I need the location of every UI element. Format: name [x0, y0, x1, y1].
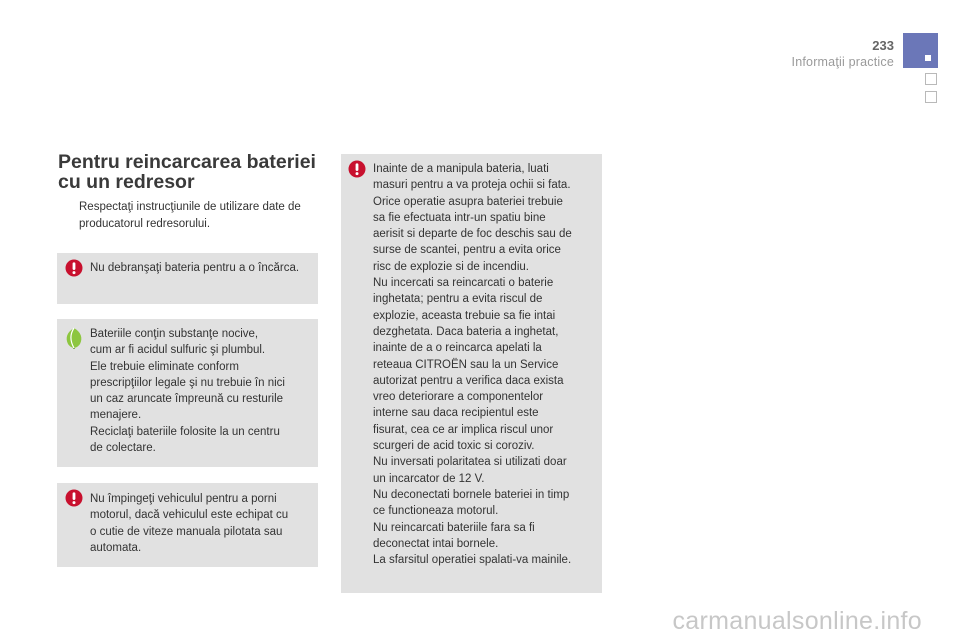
page-number: 233 — [872, 38, 894, 53]
leaf-icon — [64, 327, 84, 354]
environment-box — [57, 319, 318, 467]
section-title: Pentru reincarcarea bateriei cu un redresor — [58, 151, 316, 193]
warning-box-no-disconnect — [57, 253, 318, 304]
warning-text-no-push: Nu împingeţi vehiculul pentru a porni motorul, dacă vehiculul este echipat cu o cutie de viteze manuala pilotata sau automata. — [90, 493, 289, 554]
watermark: carmanualsonline.info — [672, 607, 922, 635]
instruction-bullet — [60, 199, 320, 232]
section-name: Informaţii practice — [791, 55, 894, 69]
warning-box-no-push — [57, 483, 318, 567]
environment-text: Bateriile conţin substanţe nocive, cum ar fi acidul sulfuric şi plumbul. Ele trebuie eliminate conform prescripţiilor legale şi nu trebuie în nici un caz aruncate împreună cu resturile menajere. Reciclaţi bateriile folosite la un centru de colectare. — [90, 328, 285, 455]
chapter-tab-next[interactable] — [925, 73, 937, 85]
warning-icon — [65, 489, 83, 512]
chapter-tab-last[interactable] — [925, 91, 937, 103]
tab-marker — [925, 55, 931, 61]
warning-box-safety — [341, 154, 602, 593]
instruction-text: Respectaţi instrucţiunile de utilizare date de producatorul redresorului. — [79, 201, 301, 230]
warning-text-no-disconnect: Nu debranşaţi bateria pentru a o încărca. — [90, 262, 300, 274]
warning-icon — [65, 259, 83, 282]
warning-icon — [348, 160, 366, 183]
warning-text-safety: Inainte de a manipula bateria, luati masuri pentru a va proteja ochii si fata. Orice operatie asupra bateriei trebuie sa fie efectuata intr-un spatiu bine aerisit si departe de foc deschis sau de surse de scantei, pentru a evita orice risc de explozie si de incendiu. Nu incercati sa reincarcati o baterie inghetata; pentru a evita riscul de explozie, aceasta trebuie sa fie intai dezghetata. Daca bateria a inghetat, inainte de a o reincarca apelati la reteaua CITROËN sau la un Service autorizat pentru a verifica daca exista vreo deteriorare a componentelor interne sau daca recipientul este fisurat, cea ce ar implica riscul unor scurgeri de acid toxic si coroziv. Nu inversati polaritatea si utilizati doar un incarcator de 12 V. Nu deconectati bornele bateriei in timp ce functioneaza motorul. Nu reincarcati bateriile fara sa fi deconectat intai bornele. La sfarsitul operatiei spalati-va mainile. — [373, 163, 572, 567]
chapter-tab-active[interactable] — [903, 33, 938, 68]
